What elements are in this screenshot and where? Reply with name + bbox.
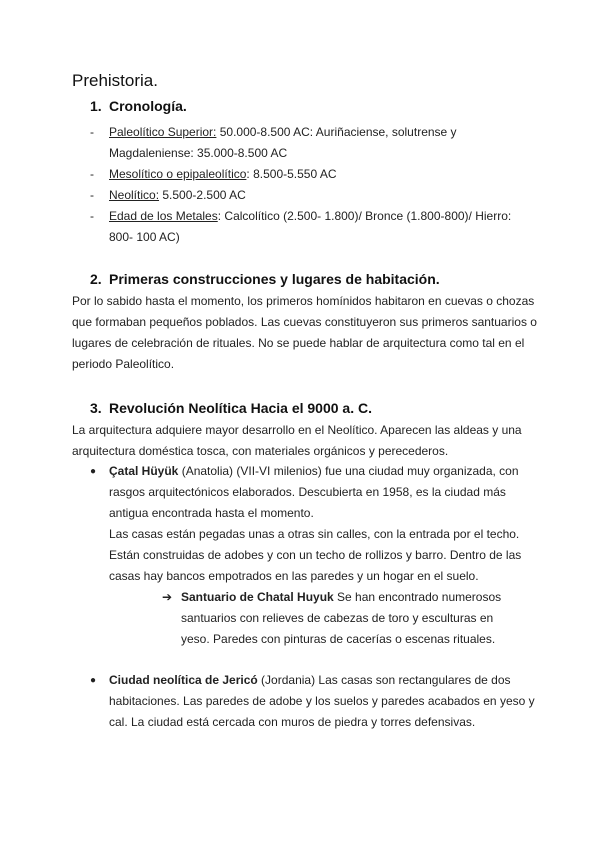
section-title: Cronología. — [109, 98, 187, 114]
section-heading-revolucion-neolitica — [90, 399, 372, 417]
section-number: 3. — [90, 400, 102, 416]
list-item — [90, 206, 530, 248]
list-item-text: 50.000-8.500 AC: Auriñaciense, solutrense y Magdaleniense: 35.000-8.500 AC — [109, 125, 457, 160]
dash-marker: - — [90, 167, 94, 181]
bullet-text: (Jordania) Las casas son rectangulares de dos habitaciones. Las paredes de adobe y los suelos y paredes acabados en yeso y cal. La ciudad está cercada con muros de piedra y torres defensivas. — [109, 673, 535, 729]
subbullet-bold-term: Santuario de Chatal Huyuk — [181, 590, 334, 604]
bullet-item-jerico — [90, 670, 540, 733]
bullet-bold-term: Çatal Hüyük — [109, 464, 179, 478]
page-title: Prehistoria. — [72, 71, 158, 90]
section-paragraph: La arquitectura adquiere mayor desarrollo en el Neolítico. Aparecen las aldeas y una arquitectura doméstica tosca, con materiales orgánicos y perecederos. — [72, 423, 522, 458]
chronology-list — [90, 122, 530, 248]
bullet-bold-term: Ciudad neolítica de Jericó — [109, 673, 258, 687]
arrow-right-icon: ➔ — [162, 590, 173, 604]
list-item — [90, 164, 530, 185]
list-item-text: : Calcolítico (2.500- 1.800)/ Bronce (1.800-800)/ Hierro: 800- 100 AC) — [109, 209, 512, 244]
list-item-label: Paleolítico Superior: — [109, 125, 217, 139]
dash-marker: - — [90, 125, 94, 139]
section-number: 2. — [90, 271, 102, 287]
section-title: Primeras construcciones y lugares de habitación. — [109, 271, 440, 287]
bullet-dot-icon: ● — [90, 466, 97, 477]
bullet-text: (Anatolia) (VII-VI milenios) fue una ciudad muy organizada, con rasgos arquitectónicos elaborados. Descubierta en 1958, es la ciudad más antigua encontrada hasta el momento. — [109, 464, 519, 520]
list-item — [90, 122, 530, 164]
bullet-item-catal-huyuk — [90, 461, 540, 587]
list-item — [90, 185, 530, 206]
list-item-label: Edad de los Metales — [109, 209, 218, 223]
bullet-continuation: Las casas están pegadas unas a otras sin calles, con la entrada por el techo. Están construidas de adobes y con un techo de rollizos y barro. Dentro de las casas hay bancos empotrados en las paredes y un hogar en el suelo. — [109, 527, 522, 583]
list-item-text: 5.500-2.500 AC — [159, 188, 246, 202]
list-item-text: : 8.500-5.550 AC — [246, 167, 337, 181]
section-heading-primeras-construcciones — [90, 270, 440, 288]
section-paragraph: Por lo sabido hasta el momento, los primeros homínidos habitaron en cuevas o chozas que formaban pequeños poblados. Las cuevas constituyeron sus primeros santuarios o lugares de celebración de rituales. No se puede hablar de arquitectura como tal en el periodo Paleolítico. — [72, 294, 537, 371]
section-heading-cronologia — [90, 97, 187, 115]
section-number: 1. — [90, 98, 102, 114]
list-item-label: Neolítico: — [109, 188, 160, 202]
bullet-dot-icon: ● — [90, 675, 97, 686]
subbullet-text: Se han encontrado numerosos santuarios con relieves de cabezas de toro y esculturas en yeso. Paredes con pinturas de cacerías o escenas rituales. — [181, 590, 502, 646]
subbullet-santuario — [162, 587, 522, 650]
section-title: Revolución Neolítica Hacia el 9000 a. C. — [109, 400, 372, 416]
dash-marker: - — [90, 209, 94, 223]
list-item-label: Mesolítico o epipaleolítico — [109, 167, 247, 181]
dash-marker: - — [90, 188, 94, 202]
